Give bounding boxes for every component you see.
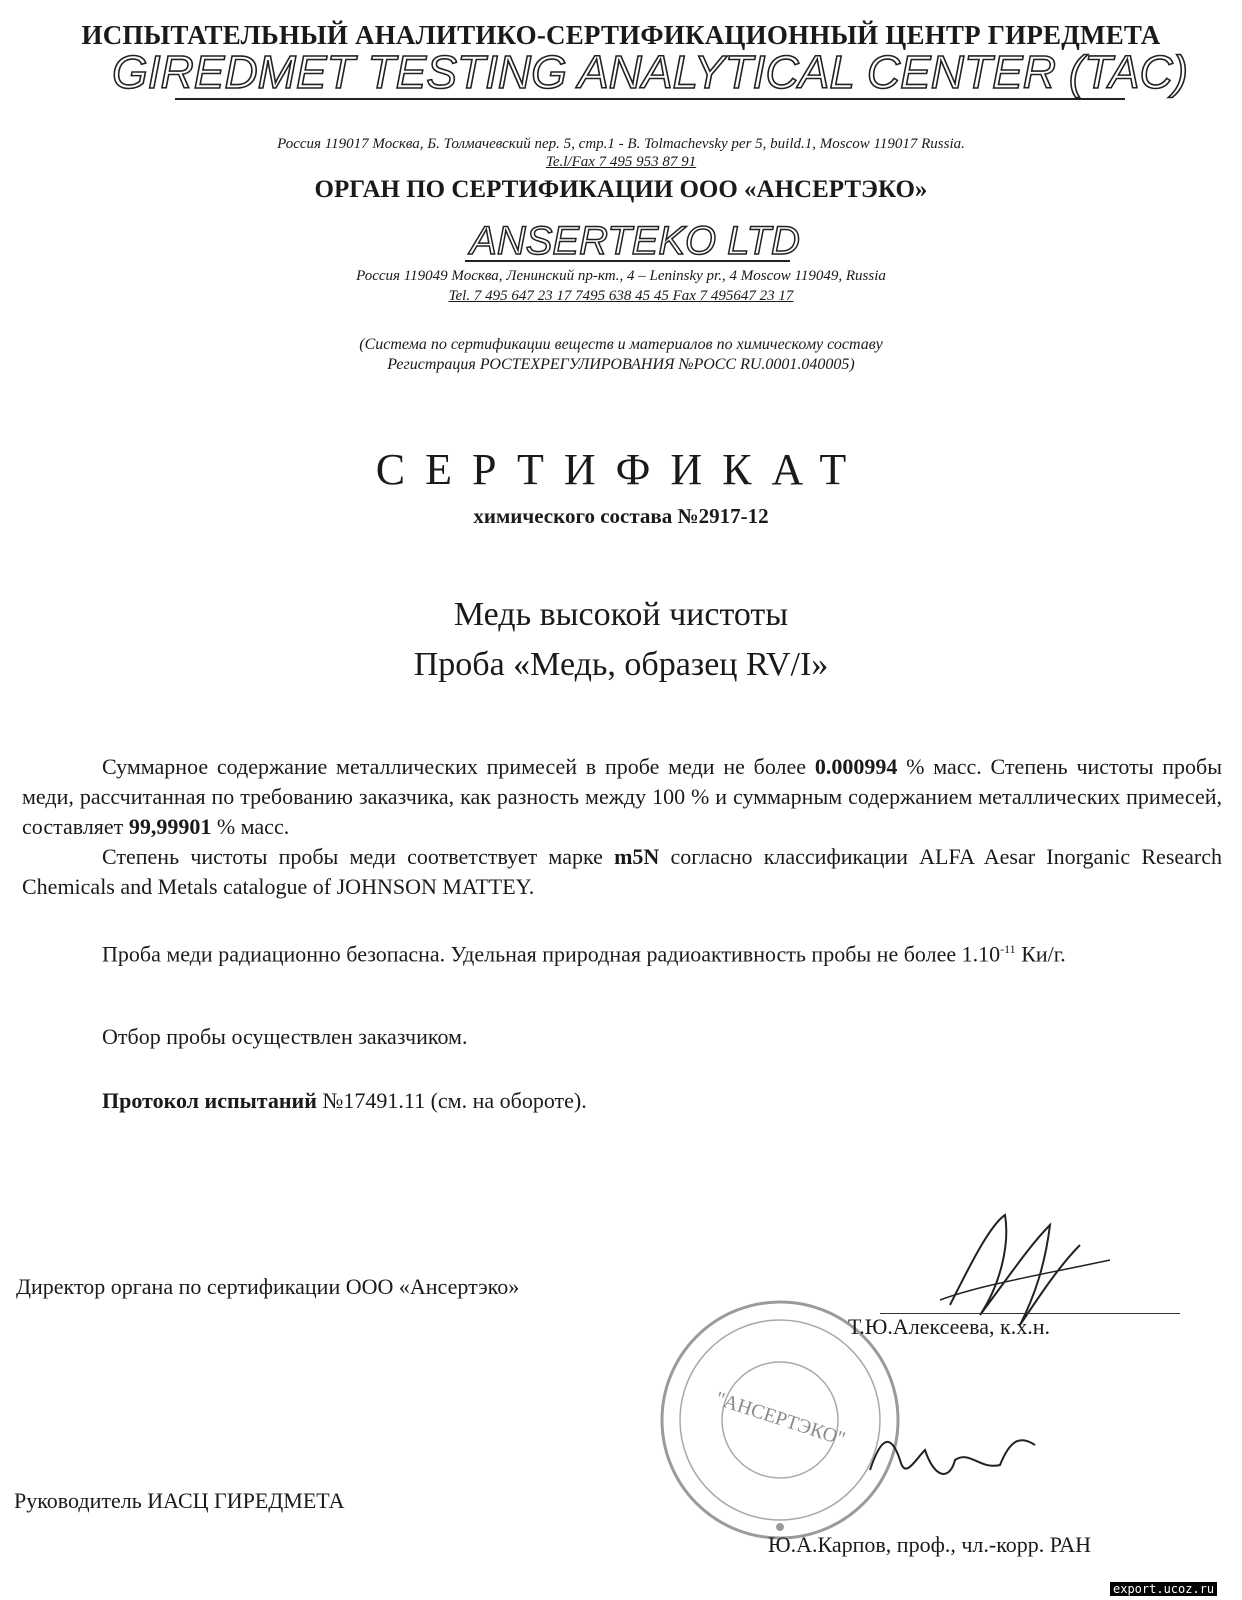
impurity-value: 0.000994 [814, 754, 898, 779]
organ-title-ru: ОРГАН ПО СЕРТИФИКАЦИИ ООО «АНСЕРТЭКО» [314, 176, 928, 203]
text-span: Ки/г. [1015, 941, 1066, 967]
tel-anserteko-text: Tel. 7 495 647 23 17 7495 638 45 45 Fax 7 495647 23 17 [448, 288, 794, 304]
divider [175, 98, 1125, 100]
text-span: % масс. [211, 814, 290, 839]
stamp-text: "АНСЕРТЭКО" [712, 1387, 848, 1451]
exponent: -11 [1000, 942, 1016, 956]
org-title-ru: ИСПЫТАТЕЛЬНЫЙ АНАЛИТИКО-СЕРТИФИКАЦИОННЫЙ ЦЕНТР ГИРЕДМЕТА [81, 20, 1161, 50]
radiation-text [22, 934, 1222, 969]
text-span: согласно классификации ALFA Aesar Inorganic Research Chemicals and Metals catalogue of JOHNSON MATTEY. [22, 844, 1222, 899]
watermark: export.ucoz.ru [1110, 1582, 1217, 1596]
address-anserteko: Россия 119049 Москва, Ленинский пр-кт., 4 – Leninsky pr., 4 Moscow 119049, Russia [356, 268, 886, 284]
impurities-paragraph [22, 752, 1222, 902]
address-giredmet: Россия 119017 Москва, Б. Толмачевский пер. 5, стр.1 - B. Tolmachevsky per 5, build.1, Moscow 119017 Russia. [277, 136, 965, 152]
director-label: Директор органа по сертификации ООО «Ансертэко» [16, 1274, 520, 1299]
grade-text [22, 842, 1222, 902]
product-name: Медь высокой чистоты [453, 596, 789, 633]
director-name: Т.Ю.Алексеева, к.х.н. [848, 1314, 1051, 1339]
telfax-giredmet-text: Te.l/Fax 7 495 953 87 91 [545, 154, 697, 170]
system-line-2: Регистрация РОСТЕХРЕГУЛИРОВАНИЯ №РОСС RU.0001.040005) [387, 356, 855, 373]
text-span: % масс. Степень чистоты пробы меди, рассчитанная по требованию заказчика, как разность между 100 % и суммарным содержанием металлических примесей, составляет [22, 754, 1222, 839]
sample-name: Проба «Медь, образец RV/I» [413, 646, 829, 683]
protocol-number: №17491.11 (см. на обороте). [316, 1088, 587, 1113]
certificate-title: СЕРТИФИКАТ [375, 445, 867, 494]
sampling-note: Отбор пробы осуществлен заказчиком. [102, 1024, 468, 1049]
org-title-en-logo [111, 44, 1189, 100]
org-title-en-text: GIREDMET TESTING ANALYTICAL CENTER (TAC) [111, 46, 1189, 98]
telfax-giredmet [0, 154, 1242, 171]
organ-title-en-logo [465, 214, 805, 264]
text-span: Степень чистоты пробы меди соответствует марке [102, 844, 615, 869]
head-signature [860, 1420, 1060, 1500]
system-line-1: (Система по сертификации веществ и материалов по химическому составу [359, 336, 883, 353]
certificate-subtitle: химического состава №2917-12 [473, 504, 769, 528]
protocol-label: Протокол испытаний [102, 1088, 317, 1113]
radiation-paragraph [22, 934, 1222, 969]
tel-anserteko [0, 288, 1242, 305]
text-span: Проба меди радиационно безопасна. Удельная природная радиоактивность пробы не более 1.10 [102, 941, 1001, 967]
head-name: Ю.А.Карпов, проф., чл.-корр. РАН [768, 1532, 1091, 1557]
grade-value: m5N [614, 844, 660, 869]
impurities-text [22, 752, 1222, 842]
organ-title-en-text: ANSERTEKO LTD [470, 219, 800, 263]
protocol-reference [102, 1088, 587, 1114]
text-span: Суммарное содержание металлических примесей в пробе меди не более [102, 754, 815, 779]
head-label: Руководитель ИАСЦ ГИРЕДМЕТА [14, 1488, 345, 1513]
purity-value: 99,99901 [128, 814, 212, 839]
